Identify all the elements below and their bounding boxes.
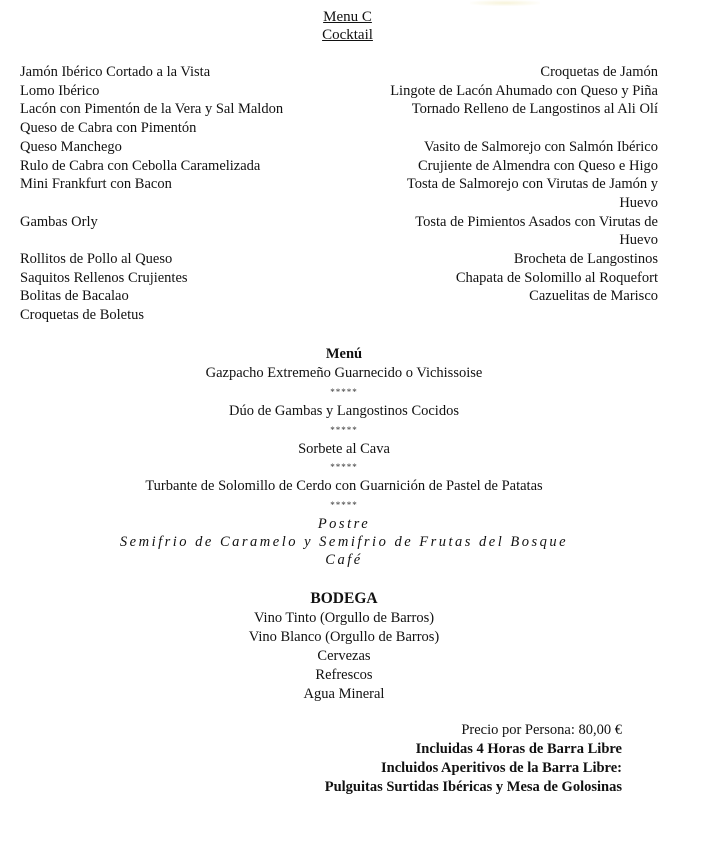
list-item: Tosta de Salmorejo con Virutas de Jamón y [406, 176, 658, 193]
list-item: Lingote de Lacón Ahumado con Queso y Piña [390, 82, 658, 99]
menu-section-title: Menú [325, 346, 363, 362]
drink-item: Vino Tinto (Orgullo de Barros) [253, 609, 435, 626]
course-item: Turbante de Solomillo de Cerdo con Guarnición de Pastel de Patatas [145, 478, 543, 495]
list-item: Queso de Cabra con Pimentón [20, 120, 197, 137]
spacer [328, 119, 658, 138]
list-item: Cazuelitas de Marisco [529, 288, 658, 305]
menu-name: Menu C [323, 9, 372, 25]
spacer [20, 194, 340, 213]
list-item: Vasito de Salmorejo con Salmón Ibérico [424, 138, 658, 155]
list-item: Rollitos de Pollo al Queso [20, 251, 173, 267]
list-item: Jamón Ibérico Cortado a la Vista [20, 64, 211, 80]
list-item: Queso Manchego [20, 138, 122, 155]
cocktail-right-column [328, 63, 658, 306]
price-per-person: Precio por Persona: 80,00 € [461, 722, 622, 738]
course-separator: ***** [330, 500, 358, 511]
list-item: Brocheta de Langostinos [513, 251, 658, 268]
drink-item: Agua Mineral [303, 685, 385, 702]
pricing-block [325, 721, 622, 797]
open-bar-appetizers: Incluidos Aperitivos de la Barra Libre: [380, 760, 622, 776]
list-item: Lomo Ibérico [20, 82, 100, 99]
list-item: Chapata de Solomillo al Roquefort [455, 269, 658, 286]
course-item: Dúo de Gambas y Langostinos Cocidos [229, 402, 459, 419]
menu-subtitle: Cocktail [322, 27, 373, 43]
pulguitas-line: Pulguitas Surtidas Ibéricas y Mesa de Golosinas [324, 779, 622, 795]
spacer [20, 231, 340, 250]
course-item: Gazpacho Extremeño Guarnecido o Vichissoise [205, 364, 483, 381]
list-item: Croquetas de Boletus [20, 307, 145, 324]
bodega-title: BODEGA [310, 590, 378, 607]
bodega-section [0, 590, 688, 703]
cocktail-left-column [20, 63, 340, 325]
course-separator: ***** [330, 462, 358, 473]
course-separator: ***** [330, 424, 358, 435]
list-item: Gambas Orly [20, 213, 98, 230]
drink-item: Refrescos [315, 666, 373, 683]
list-item: Mini Frankfurt con Bacon [20, 176, 172, 193]
list-item: Croquetas de Jamón [540, 64, 658, 80]
list-item: Lacón con Pimentón de la Vera y Sal Maldon [20, 101, 284, 118]
list-item: Rulo de Cabra con Cebolla Caramelizada [20, 157, 261, 174]
scan-highlight [470, 0, 540, 6]
list-item: Tornado Relleno de Langostinos al Ali Olí [411, 101, 658, 118]
menu-section [0, 345, 688, 569]
cafe-item: Café [325, 552, 363, 569]
drink-item: Vino Blanco (Orgullo de Barros) [248, 628, 440, 645]
postre-label: Postre [317, 516, 371, 533]
open-bar-hours: Incluidas 4 Horas de Barra Libre [415, 741, 622, 757]
list-item: Crujiente de Almendra con Queso e Higo [418, 157, 658, 174]
course-separator: ***** [330, 386, 358, 397]
list-item: Huevo [619, 194, 658, 211]
list-item: Saquitos Rellenos Crujientes [20, 269, 188, 286]
drink-item: Cervezas [317, 647, 371, 664]
list-item: Huevo [619, 232, 658, 249]
list-item: Bolitas de Bacalao [20, 288, 129, 305]
list-item: Tosta de Pimientos Asados con Virutas de [415, 213, 658, 230]
postre-dish: Semifrio de Caramelo y Semifrio de Frutas del Bosque [119, 534, 569, 551]
course-item: Sorbete al Cava [298, 440, 390, 457]
